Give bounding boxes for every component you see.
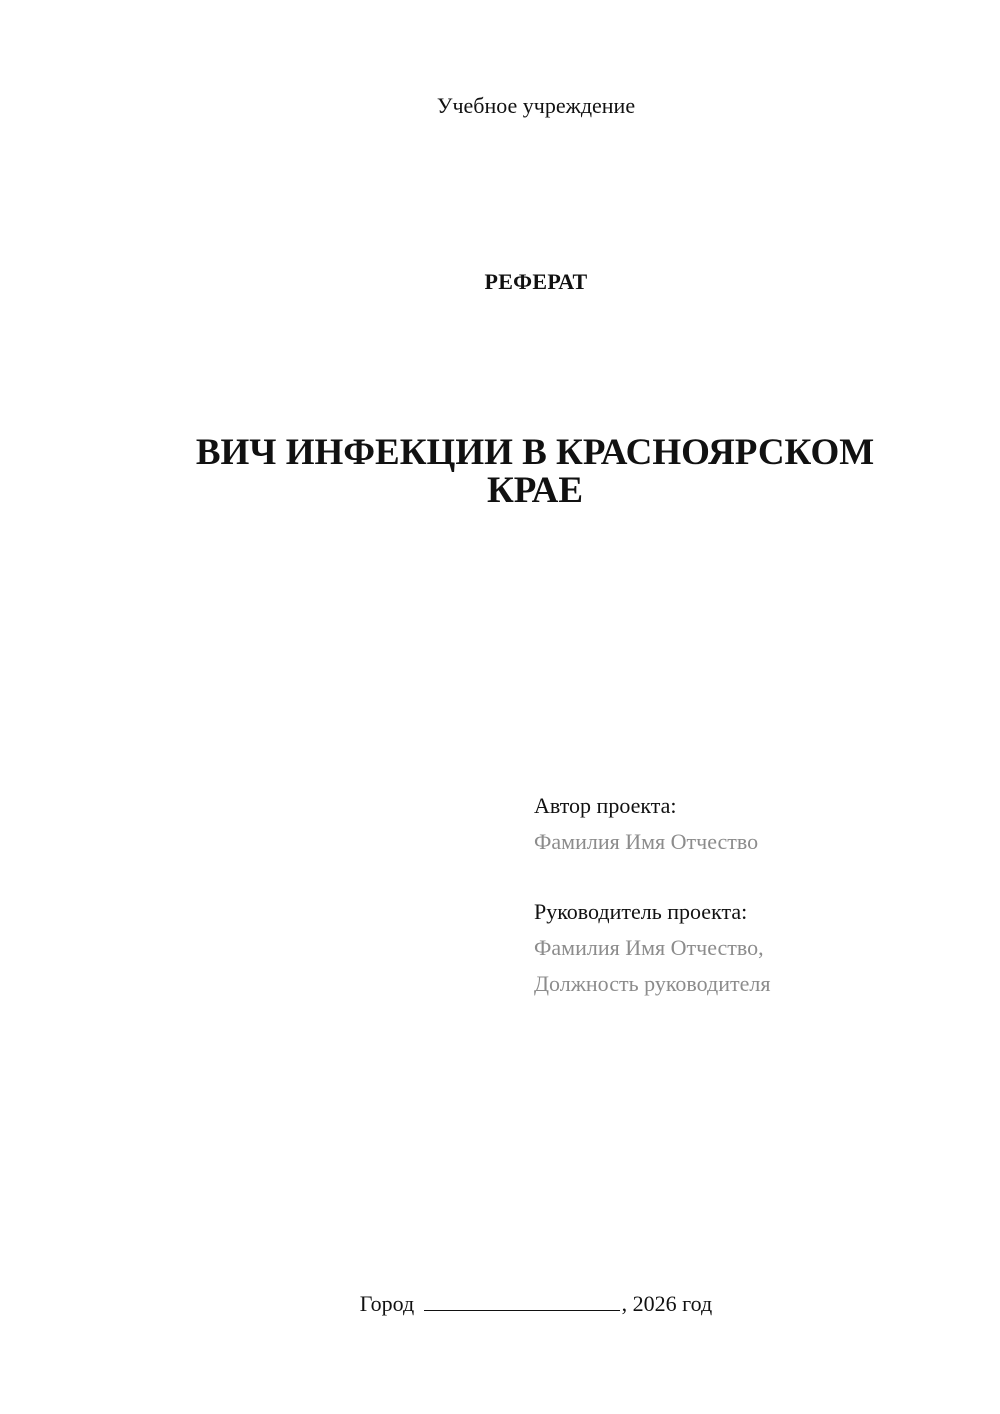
document-type: РЕФЕРАТ — [484, 269, 588, 294]
document-title — [170, 434, 900, 510]
city-label: Город — [359, 1291, 415, 1316]
title-line-2: КРАЕ — [486, 470, 584, 511]
supervisor-position: Должность руководителя — [534, 971, 771, 996]
year-text: , 2026 год — [621, 1291, 713, 1316]
supervisor-name: Фамилия Имя Отчество, — [534, 935, 764, 960]
title-line-1: ВИЧ ИНФЕКЦИИ В КРАСНОЯРСКОМ — [195, 432, 875, 473]
credits-block — [534, 788, 954, 1002]
city-year-line — [0, 1290, 1000, 1318]
institution-name: Учебное учреждение — [436, 93, 636, 118]
city-blank-line — [424, 1292, 620, 1311]
credits-spacer — [534, 860, 954, 894]
author-name: Фамилия Имя Отчество — [534, 829, 759, 854]
author-label: Автор проекта: — [534, 793, 677, 818]
supervisor-label: Руководитель проекта: — [534, 899, 748, 924]
